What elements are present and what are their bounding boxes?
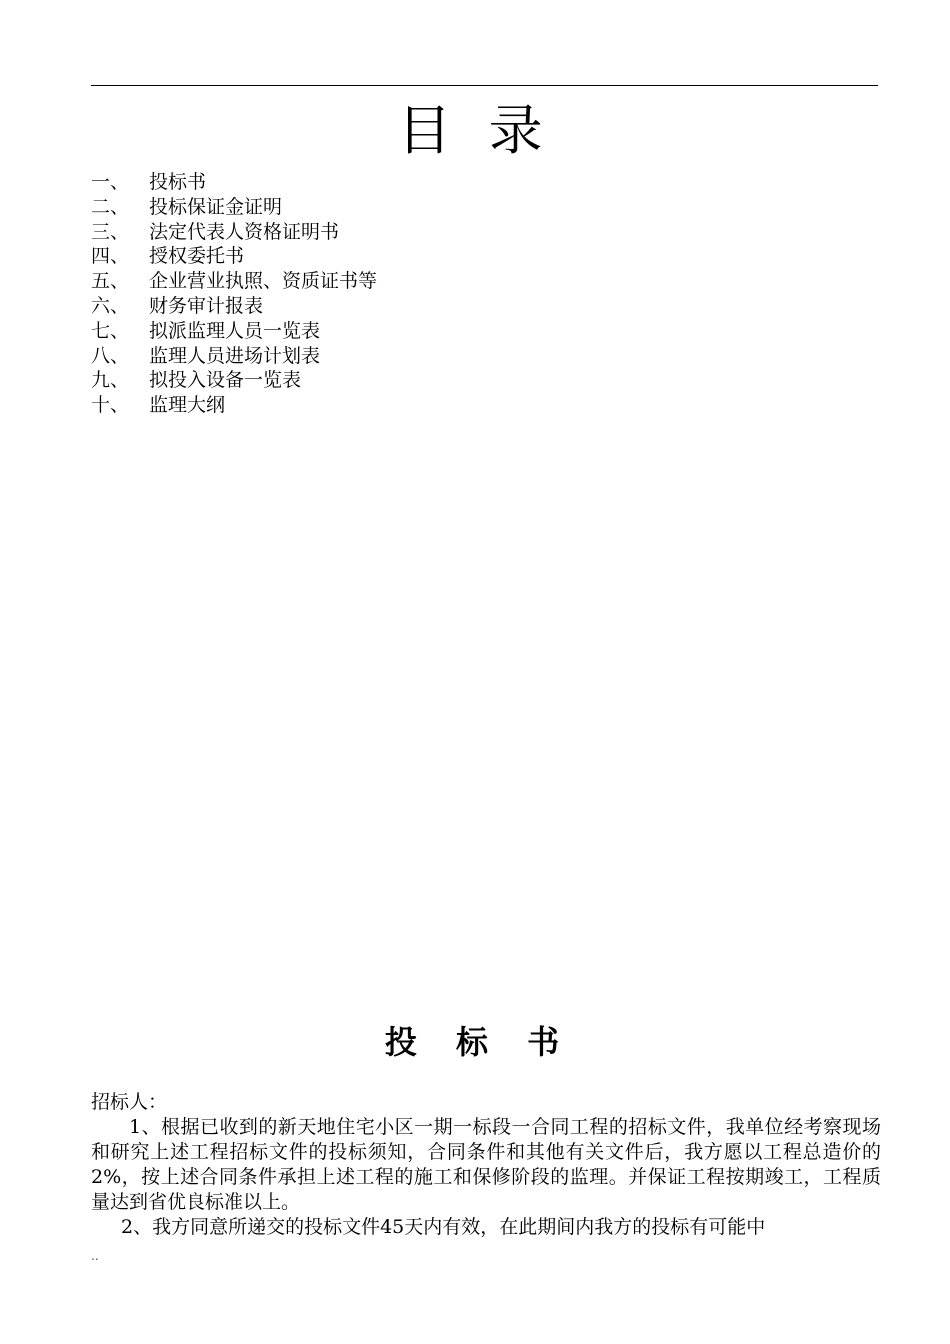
toc-item-number: 七、 xyxy=(91,319,130,342)
bid-letter-body xyxy=(91,1090,881,1240)
toc-item xyxy=(91,244,377,269)
toc-item xyxy=(91,319,377,344)
toc-item xyxy=(91,220,377,245)
toc-item-text: 拟派监理人员一览表 xyxy=(149,319,321,342)
top-rule xyxy=(91,85,878,86)
toc-item-number: 二、 xyxy=(91,195,130,218)
toc-item-text: 企业营业执照、资质证书等 xyxy=(149,270,378,293)
toc-item-number: 八、 xyxy=(91,344,130,367)
bid-letter-title: 投 标 书 xyxy=(384,1023,574,1061)
toc-item-number: 四、 xyxy=(91,245,130,268)
toc-item xyxy=(91,368,377,393)
toc-item-text: 监理大纲 xyxy=(149,394,226,417)
toc-title: 目 录 xyxy=(397,99,553,162)
toc-item-number: 十、 xyxy=(91,394,130,417)
toc-item xyxy=(91,195,377,220)
toc-item xyxy=(91,269,377,294)
toc-item-text: 拟投入设备一览表 xyxy=(149,369,302,392)
toc-item-number: 三、 xyxy=(91,220,130,243)
toc-list xyxy=(91,170,377,418)
page-footer-mark: .. xyxy=(91,1249,99,1263)
bid-addressee: 招标人： xyxy=(91,1091,168,1113)
bid-paragraph-2: 2、我方同意所递交的投标文件45天内有效，在此期间内我方的投标有可能中 xyxy=(121,1216,766,1238)
toc-item-text: 投标保证金证明 xyxy=(149,195,283,218)
toc-item-number: 五、 xyxy=(91,270,130,293)
toc-item xyxy=(91,294,377,319)
bid-paragraph-1: 1、根据已收到的新天地住宅小区一期一标段一合同工程的招标文件，我单位经考察现场和研究上述工程招标文件的投标须知，合同条件和其他有关文件后，我方愿以工程总造价的2%，按上述合同条件承担上述工程的施工和保修阶段的监理。并保证工程按期竣工，工程质量达到省优良标准以上。 xyxy=(91,1116,881,1213)
toc-item xyxy=(91,170,377,195)
toc-item-text: 投标书 xyxy=(149,171,207,193)
toc-item xyxy=(91,344,377,369)
toc-item-text: 授权委托书 xyxy=(149,245,245,268)
toc-item xyxy=(91,393,377,418)
toc-item-text: 监理人员进场计划表 xyxy=(149,344,321,367)
toc-item-text: 财务审计报表 xyxy=(149,294,264,317)
toc-item-number: 九、 xyxy=(91,369,130,392)
toc-item-text: 法定代表人资格证明书 xyxy=(149,220,340,243)
toc-item-number: 一、 xyxy=(91,171,130,193)
toc-item-number: 六、 xyxy=(91,294,130,317)
